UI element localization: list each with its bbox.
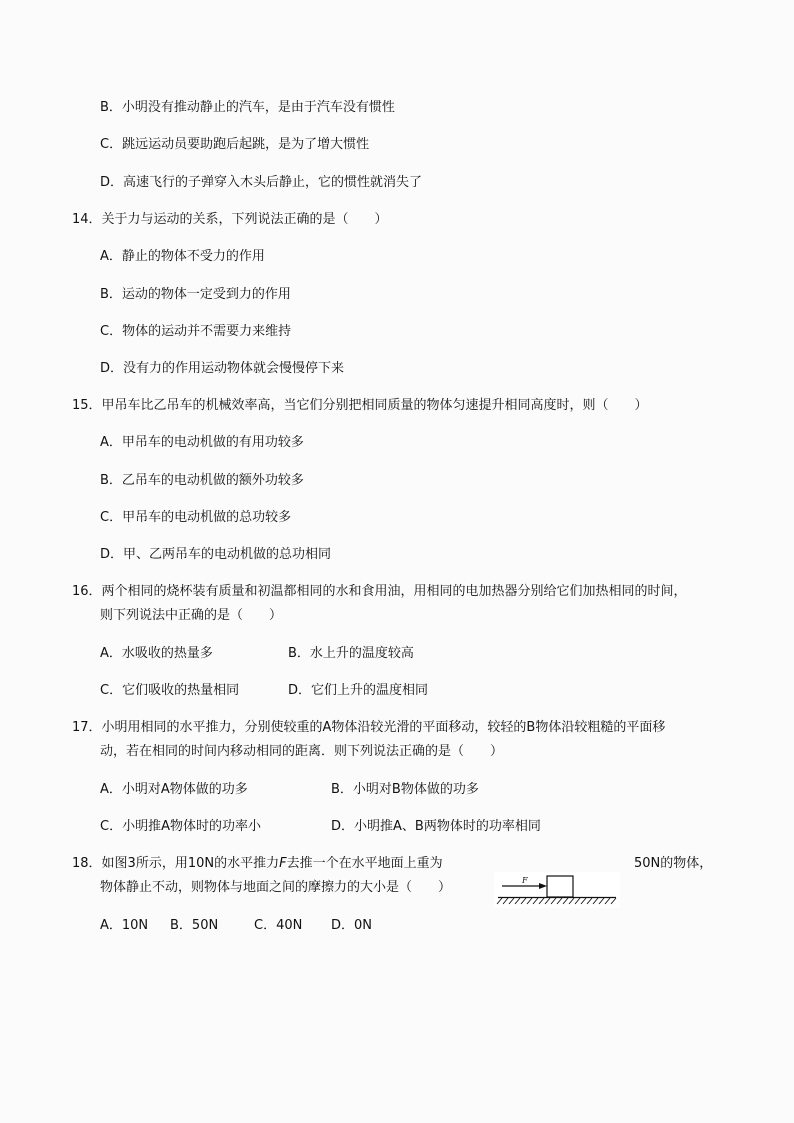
q16-option-b: B．水上升的温度较高 <box>288 646 414 661</box>
q14-option-c: C．物体的运动并不需要力来维持 <box>100 324 292 339</box>
q15-option-c: C．甲吊车的电动机做的总功较多 <box>100 510 292 525</box>
q17-stem-line1: 17．小明用相同的水平推力，分别使较重的A物体沿较光滑的平面移动，较轻的B物体沿较粗糙的平面移 <box>72 720 666 735</box>
q17-option-c: C．小明推A物体时的功率小 <box>100 819 261 834</box>
figure-3-block-on-ground <box>494 872 620 908</box>
q18-option-a: A．10N <box>100 918 149 933</box>
q17-option-b: B．小明对B物体做的功多 <box>331 782 479 797</box>
q15-option-b: B．乙吊车的电动机做的额外功较多 <box>100 473 304 488</box>
q18-force-symbol: F <box>279 856 287 871</box>
q13-option-d: D．高速飞行的子弹穿入木头后静止，它的惯性就消失了 <box>100 175 423 190</box>
q16-stem-line2: 则下列说法中正确的是（ ） <box>100 608 283 623</box>
q14-option-a: A．静止的物体不受力的作用 <box>100 249 265 264</box>
q18-option-c: C．40N <box>254 918 303 933</box>
q18-option-d: D．0N <box>331 918 373 933</box>
q18-stem-part1: 18．如图3所示，用10N的水平推力 <box>72 856 280 871</box>
q18-stem-line2: 物体静止不动，则物体与地面之间的摩擦力的大小是（ ） <box>100 880 452 895</box>
q17-stem-line2: 动，若在相同的时间内移动相同的距离．则下列说法正确的是（ ） <box>100 744 504 759</box>
q16-option-c: C．它们吸收的热量相同 <box>100 683 240 698</box>
q15-stem: 15．甲吊车比乙吊车的机械效率高，当它们分别把相同质量的物体匀速提升相同高度时，则（ ） <box>72 398 648 413</box>
q15-option-d: D．甲、乙两吊车的电动机做的总功相同 <box>100 547 332 562</box>
q15-option-a: A．甲吊车的电动机做的有用功较多 <box>100 435 304 450</box>
q16-stem-line1: 16．两个相同的烧杯装有质量和初温都相同的水和食用油，用相同的电加热器分别给它们加热相同的时间， <box>72 584 687 599</box>
q16-option-a: A．水吸收的热量多 <box>100 646 213 661</box>
q13-option-c: C．跳远运动员要助跑后起跳，是为了增大惯性 <box>100 137 370 152</box>
q16-option-d: D．它们上升的温度相同 <box>288 683 429 698</box>
q17-option-d: D．小明推A、B两物体时的功率相同 <box>331 819 541 834</box>
force-label: F <box>522 876 528 885</box>
q14-option-b: B．运动的物体一定受到力的作用 <box>100 287 291 302</box>
q13-option-b: B．小明没有推动静止的汽车，是由于汽车没有惯性 <box>100 100 395 115</box>
q14-option-d: D．没有力的作用运动物体就会慢慢停下来 <box>100 361 345 376</box>
q18-stem-line1 <box>72 855 443 873</box>
q17-option-a: A．小明对A物体做的功多 <box>100 782 248 797</box>
q14-stem: 14．关于力与运动的关系，下列说法正确的是（ ） <box>72 212 388 227</box>
q18-stem-part2: 去推一个在水平地面上重为 <box>286 856 443 871</box>
q18-option-b: B．50N <box>170 918 219 933</box>
q18-stem-line1-end: 50N的物体， <box>634 856 713 871</box>
